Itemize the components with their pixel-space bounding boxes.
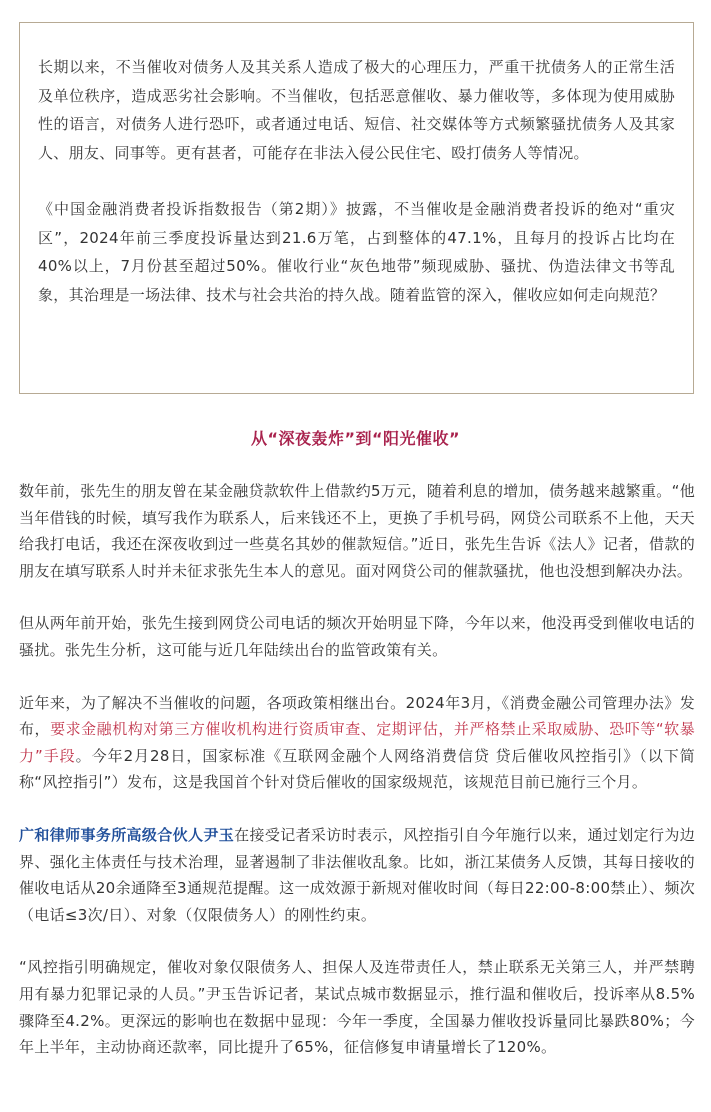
lawyer-name-highlight: 广和律师事务所高级合伙人尹玉	[19, 825, 235, 844]
paragraph-3-text-a: 近年来，为了解决不当催收的问题，各项政策相继出台。2024年3月，《消费金融公司管理办法》发布，	[19, 693, 695, 739]
intro-paragraph-2: 《中国金融消费者投诉指数报告（第2期）》披露，不当催收是金融消费者投诉的绝对“重灾区”，2024年前三季度投诉量达到21.6万笔，占到整体的47.1%，且每月的投诉占比均在40%以上，7月份甚至超过50%。催收行业“灰色地带”频现威胁、骚扰、伪造法律文书等乱象，其治理是一场法律、技术与社会共治的持久战。随着监管的深入，催收应如何走向规范？	[38, 200, 675, 304]
article-paragraph-2: 但从两年前开始，张先生接到网贷公司电话的频次开始明显下降，今年以来，他没再受到催收电话的骚扰。张先生分析，这可能与近几年陆续出台的监管政策有关。	[19, 614, 695, 659]
paragraph-4-text: 在接受记者采访时表示，风控指引自今年施行以来，通过划定行为边界、强化主体责任与技术治理，显著遏制了非法催收乱象。比如，浙江某债务人反馈，其每日接收的催收电话从20余通降至3通规范提醒。这一成效源于新规对催收时间（每日22:00-8:00禁止）、频次（电话≤3次/日）、对象（仅限债务人）的刚性约束。	[19, 825, 695, 924]
article-body	[19, 478, 695, 1061]
paragraph-3-text-b: 。今年2月28日，国家标准《互联网金融个人网络消费信贷 贷后催收风控指引》（以下简称“风控指引”）发布，这是我国首个针对贷后催收的国家级规范，该规范目前已施行三个月。	[19, 746, 695, 792]
intro-paragraph-1: 长期以来，不当催收对债务人及其关系人造成了极大的心理压力，严重干扰债务人的正常生活及单位秩序，造成恶劣社会影响。不当催收，包括恶意催收、暴力催收等，多体现为使用威胁性的语言，对债务人进行恐吓，或者通过电话、短信、社交媒体等方式频繁骚扰债务人及其家人、朋友、同事等。更有甚者，可能存在非法入侵公民住宅、殴打债务人等情况。	[38, 58, 675, 162]
article-paragraph-4	[19, 822, 695, 928]
article-paragraph-1: 数年前，张先生的朋友曾在某金融贷款软件上借款约5万元，随着利息的增加，债务越来越繁重。“他当年借钱的时候，填写我作为联系人，后来钱还不上，更换了手机号码，网贷公司联系不上他，天天给我打电话，我还在深夜收到过一些莫名其妙的催款短信。”近日，张先生告诉《法人》记者，借款的朋友在填写联系人时并未征求张先生本人的意见。面对网贷公司的催款骚扰，他也没想到解决办法。	[19, 482, 695, 580]
intro-box	[19, 22, 694, 394]
regulation-highlight: 要求金融机构对第三方催收机构进行资质审查、定期评估，并严格禁止采取威胁、恐吓等“软暴力”手段	[19, 720, 696, 765]
section-title: 从“深夜轰炸”到“阳光催收”	[250, 429, 461, 448]
article-paragraph-3	[19, 690, 695, 796]
article-paragraph-5: “风控指引明确规定，催收对象仅限债务人、担保人及连带责任人，禁止联系无关第三人，并严禁聘用有暴力犯罪记录的人员。”尹玉告诉记者，某试点城市数据显示，推行温和催收后，投诉率从8.5%骤降至4.2%。更深远的影响也在数据中显现：今年一季度，全国暴力催收投诉量同比暴跌80%；今年上半年，主动协商还款率，同比提升了65%，征信修复申请量增长了120%。	[19, 958, 695, 1057]
